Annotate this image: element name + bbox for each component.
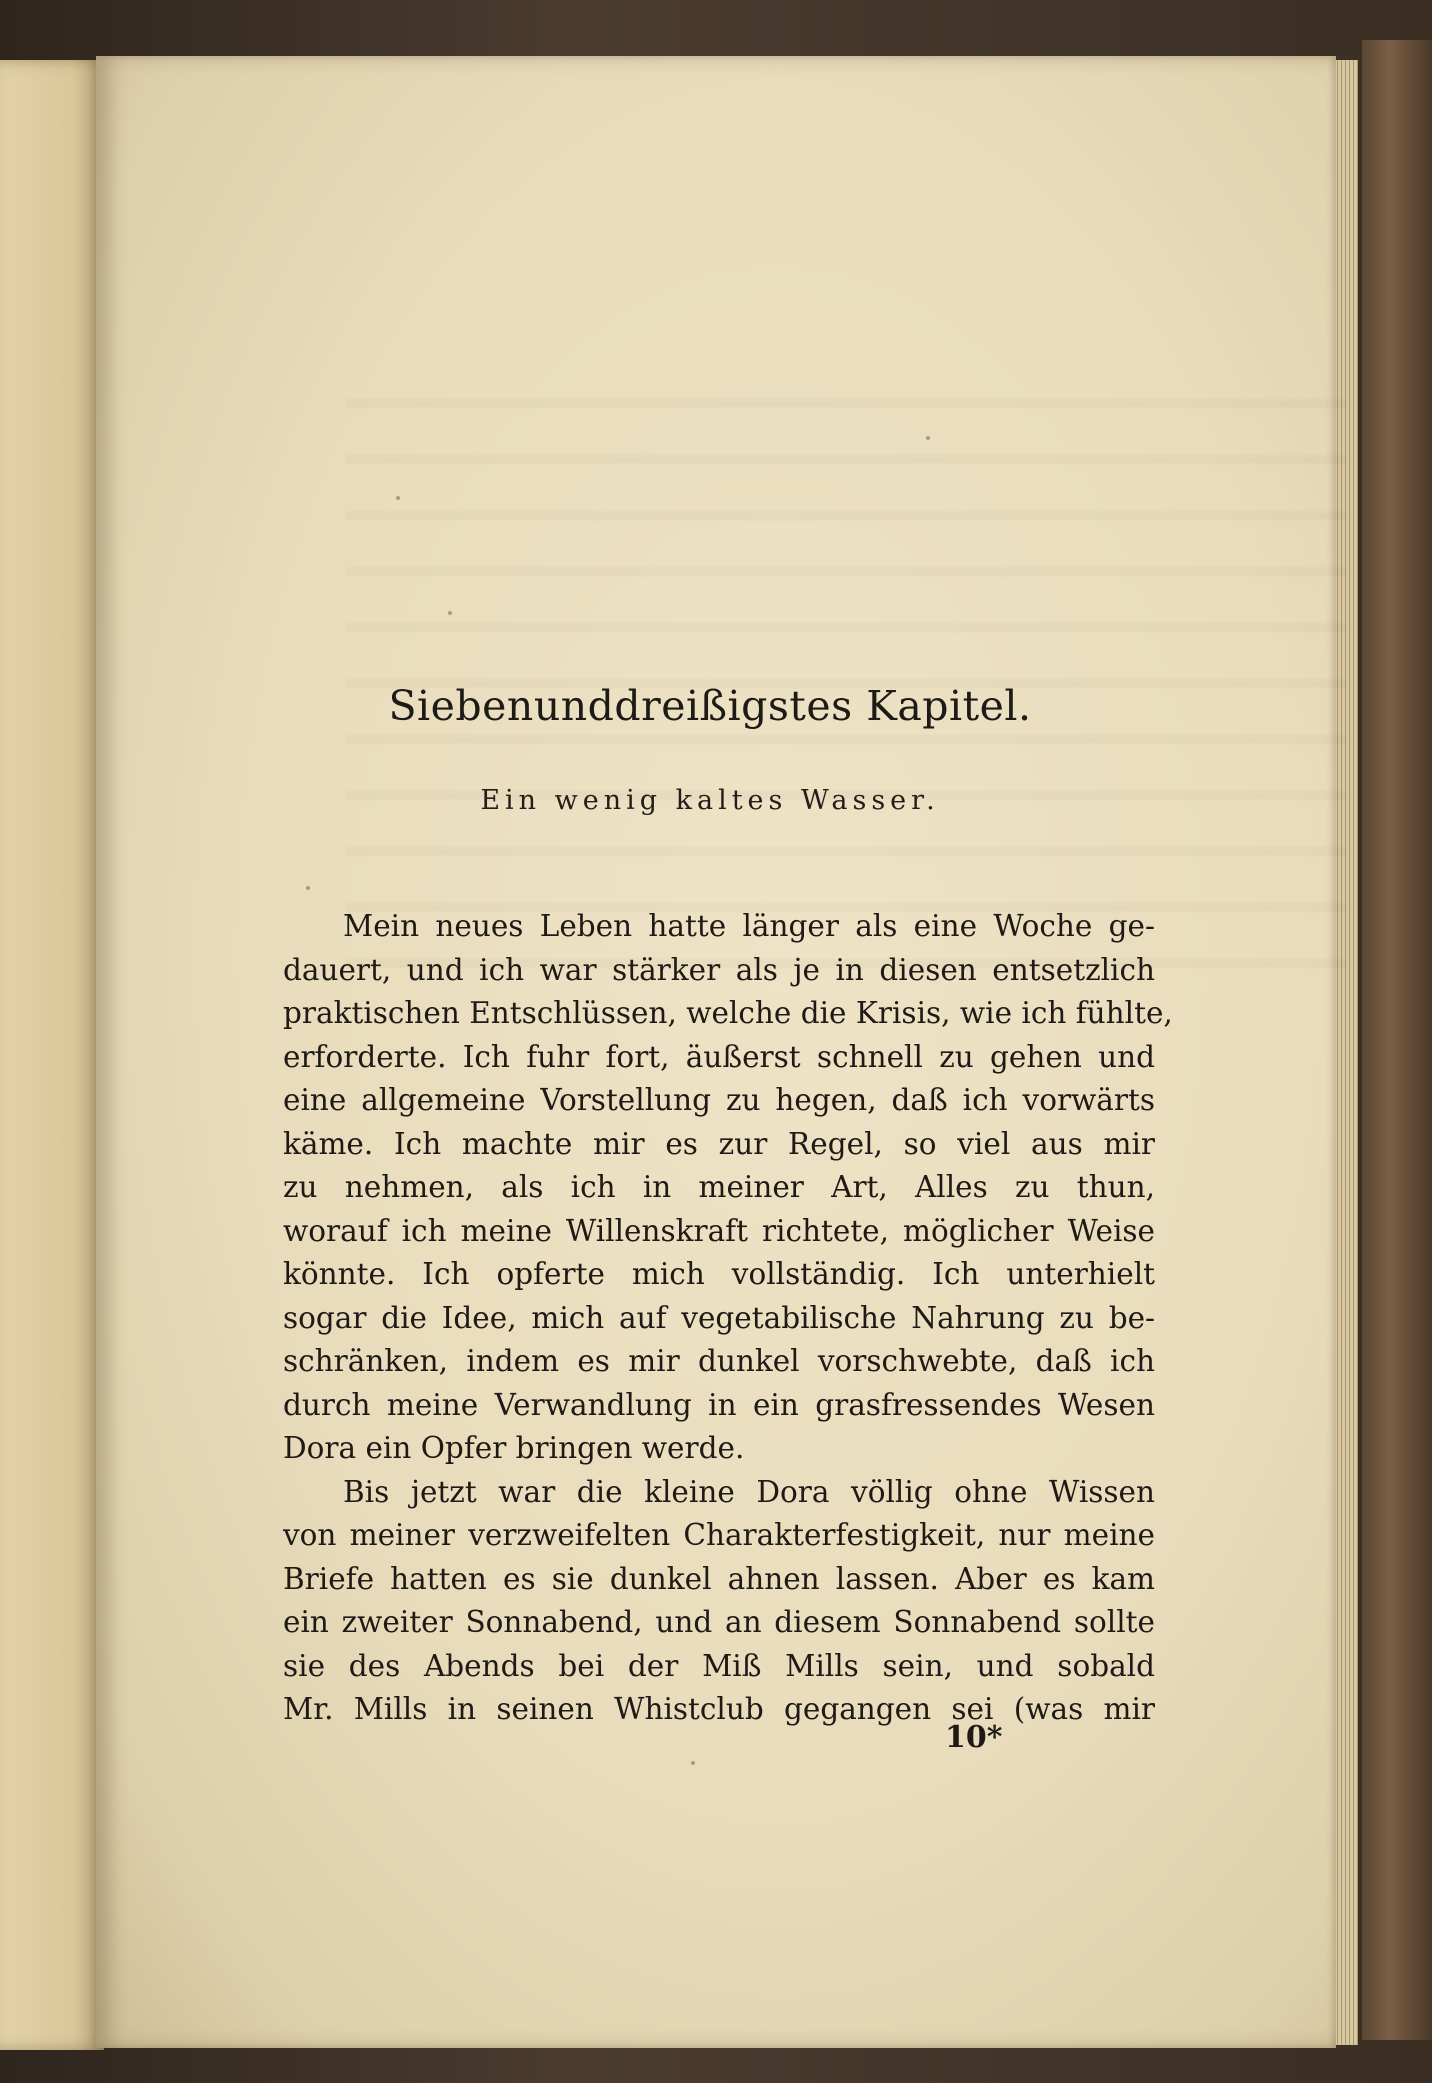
book-cover-edge (1362, 40, 1432, 2040)
text-line: Dora ein Opfer bringen werde. (283, 1431, 745, 1465)
text-line: Briefe hatten es sie dunkel ahnen lassen. Aber es kam (283, 1561, 1155, 1596)
text-line: worauf ich meine Willenskraft richtete, möglicher Weise (283, 1213, 1155, 1248)
text-line: sogar die Idee, mich auf vegetabilische Nahrung zu be- (283, 1300, 1155, 1335)
text-line: Mein neues Leben hatte länger als eine Woche ge- (343, 909, 1155, 943)
body-text (283, 905, 1173, 1732)
facing-page-edge (0, 60, 104, 2050)
chapter-subtitle: Ein wenig kaltes Wasser. (480, 785, 940, 816)
text-line: käme. Ich machte mir es zur Regel, so viel aus mir (283, 1126, 1155, 1161)
text-line: Mr. Mills in seinen Whistclub gegangen sei (was mir (283, 1692, 1155, 1726)
text-line: dauert, und ich war stärker als je in diesen entsetzlich (283, 952, 1155, 987)
text-line: könnte. Ich opferte mich vollständig. Ich unterhielt (283, 1257, 1155, 1291)
text-line: zu nehmen, als ich in meiner Art, Alles zu thun, (283, 1170, 1155, 1204)
text-line: praktischen Entschlüssen, welche die Krisis, wie ich fühlte, (283, 996, 1173, 1030)
text-line: ein zweiter Sonnabend, und an diesem Sonnabend sollte (283, 1605, 1155, 1639)
text-line: schränken, indem es mir dunkel vorschwebte, daß ich (283, 1344, 1155, 1378)
text-line: eine allgemeine Vorstellung zu hegen, daß ich vorwärts (283, 1083, 1155, 1117)
paragraph-2 (283, 1471, 1155, 1732)
signature-mark: 10* (945, 1720, 1003, 1755)
text-line: durch meine Verwandlung in ein grasfressendes Wesen (283, 1387, 1155, 1422)
paragraph-1 (283, 905, 1173, 1471)
text-line: erforderte. Ich fuhr fort, äußerst schnell zu gehen und (283, 1039, 1155, 1074)
chapter-title: Siebenunddreißigstes Kapitel. (388, 682, 1032, 730)
text-line: von meiner verzweifelten Charakterfestigkeit, nur meine (283, 1518, 1155, 1552)
text-line: Bis jetzt war die kleine Dora völlig ohne Wissen (343, 1474, 1155, 1509)
text-line: sie des Abends bei der Miß Mills sein, und sobald (283, 1648, 1155, 1683)
